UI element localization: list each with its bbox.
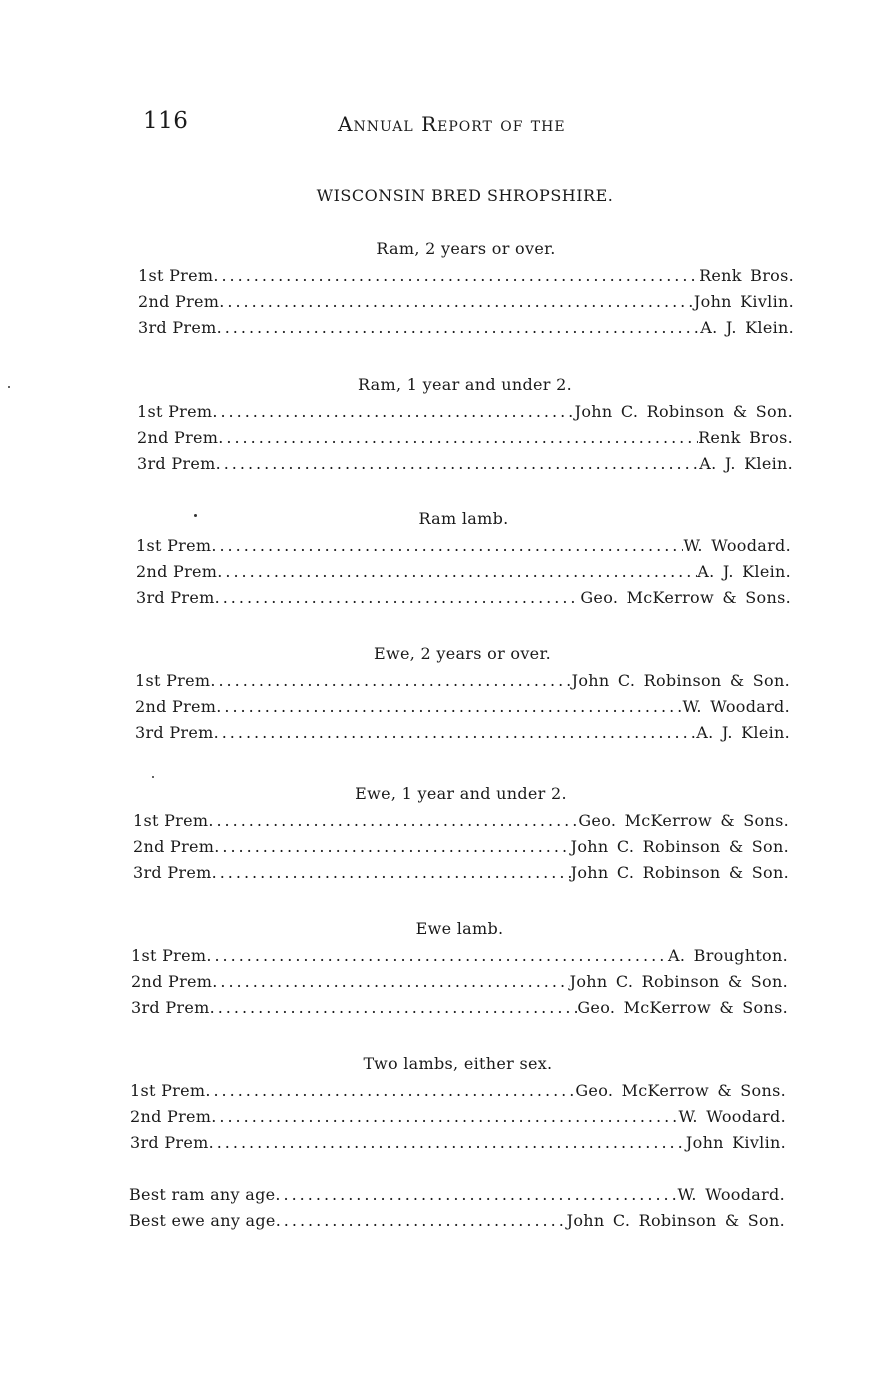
winner-name: A. J. Klein. <box>699 454 793 473</box>
premium-label: 1st Prem <box>135 671 211 690</box>
winner-name: Geo. McKerrow & Sons. <box>580 588 791 607</box>
section-title: Two lambs, either sex. <box>363 1054 553 1073</box>
list-item <box>131 943 788 969</box>
dot-leader <box>214 720 697 746</box>
winner-name: A. J. Klein. <box>696 723 790 742</box>
list-item <box>133 860 789 886</box>
dot-leader <box>212 399 574 425</box>
premium-label: 2nd Prem <box>131 972 213 991</box>
dot-leader <box>217 315 701 341</box>
dot-leader <box>219 289 694 315</box>
premium-label: 1st Prem <box>137 402 213 421</box>
premium-label: 3rd Prem <box>135 723 214 742</box>
premium-label: 3rd Prem <box>133 863 212 882</box>
winner-name: W. Woodard. <box>677 1185 785 1204</box>
dot-leader <box>211 533 683 559</box>
dot-leader <box>215 585 581 611</box>
section-title: Ewe, 1 year and under 2. <box>355 784 567 803</box>
list-item <box>136 533 791 559</box>
list-item <box>136 585 791 611</box>
championship-label: Best ram any age <box>129 1185 276 1204</box>
winner-name: W. Woodard. <box>682 697 790 716</box>
list-item <box>138 315 794 341</box>
winner-name: W. Woodard. <box>683 536 791 555</box>
premium-label: 1st Prem <box>136 536 212 555</box>
section-title: Ram lamb. <box>418 509 509 528</box>
list-item <box>137 451 793 477</box>
list-item <box>137 425 793 451</box>
winner-name: John C. Robinson & Son. <box>574 402 793 421</box>
dot-leader <box>212 860 571 886</box>
list-item <box>133 834 789 860</box>
premium-label: 2nd Prem <box>130 1107 212 1126</box>
winner-name: A. J. Klein. <box>700 318 794 337</box>
section-ewe-lamb <box>131 918 788 1021</box>
premium-label: 2nd Prem <box>136 562 218 581</box>
winner-name: John C. Robinson & Son. <box>566 1211 785 1230</box>
winner-name: Geo. McKerrow & Sons. <box>575 1081 786 1100</box>
winner-name: W. Woodard. <box>678 1107 786 1126</box>
premium-label: 2nd Prem <box>133 837 215 856</box>
section-two-lambs <box>130 1053 786 1156</box>
premium-label: 1st Prem <box>130 1081 206 1100</box>
list-item <box>133 808 789 834</box>
list-item <box>135 694 790 720</box>
winner-name: John C. Robinson & Son. <box>570 863 789 882</box>
list-item <box>138 289 794 315</box>
dot-leader <box>276 1208 567 1234</box>
dot-leader <box>214 834 570 860</box>
dot-leader <box>216 694 682 720</box>
winner-name: John C. Robinson & Son. <box>570 837 789 856</box>
championship-label: Best ewe any age <box>129 1211 276 1230</box>
section-ewe-1-year <box>133 783 789 886</box>
section-title: Ewe, 2 years or over. <box>373 644 552 663</box>
dot-leader <box>206 943 668 969</box>
section-title: Ram, 2 years or over. <box>376 239 556 258</box>
section-ram-lamb <box>136 508 791 611</box>
winner-name: John Kivlin. <box>693 292 794 311</box>
winner-name: A. J. Klein. <box>697 562 791 581</box>
premium-label: 2nd Prem <box>137 428 219 447</box>
section-ewe-2-years <box>135 643 790 746</box>
winner-name: John C. Robinson & Son. <box>569 972 788 991</box>
section-title: Ram, 1 year and under 2. <box>357 375 573 394</box>
running-head: Annual Report of the <box>338 112 566 136</box>
winner-name: John C. Robinson & Son. <box>571 671 790 690</box>
premium-label: 3rd Prem <box>130 1133 209 1152</box>
list-item <box>130 1130 786 1156</box>
scan-speck <box>152 776 154 778</box>
dot-leader <box>212 969 569 995</box>
list-item <box>136 559 791 585</box>
list-item <box>129 1182 785 1208</box>
premium-label: 2nd Prem <box>135 697 217 716</box>
scan-speck <box>194 514 197 517</box>
scan-speck <box>8 386 10 388</box>
list-item <box>137 399 793 425</box>
dot-leader <box>205 1078 575 1104</box>
premium-label: 3rd Prem <box>137 454 216 473</box>
list-item <box>130 1104 786 1130</box>
dot-leader <box>216 451 700 477</box>
premium-label: 3rd Prem <box>131 998 210 1017</box>
winner-name: Geo. McKerrow & Sons. <box>578 811 789 830</box>
section-ram-1-year <box>137 374 793 477</box>
winner-name: Geo. McKerrow & Sons. <box>577 998 788 1017</box>
premium-label: 2nd Prem <box>138 292 220 311</box>
list-item <box>131 995 788 1021</box>
dot-leader <box>275 1182 677 1208</box>
premium-label: 1st Prem <box>138 266 214 285</box>
list-item <box>138 263 794 289</box>
winner-name: John Kivlin. <box>685 1133 786 1152</box>
dot-leader <box>208 808 578 834</box>
premium-label: 3rd Prem <box>138 318 217 337</box>
dot-leader <box>211 1104 678 1130</box>
page-number: 116 <box>143 108 189 134</box>
dot-leader <box>218 425 698 451</box>
section-title: Ewe lamb. <box>415 919 504 938</box>
dot-leader <box>217 559 697 585</box>
list-item <box>131 969 788 995</box>
dot-leader <box>213 263 699 289</box>
page-heading: WISCONSIN BRED SHROPSHIRE. <box>316 186 614 205</box>
winner-name: Renk Bros. <box>699 266 794 285</box>
premium-label: 1st Prem <box>133 811 209 830</box>
premium-label: 3rd Prem <box>136 588 215 607</box>
dot-leader <box>209 1130 686 1156</box>
premium-label: 1st Prem <box>131 946 207 965</box>
list-item <box>135 668 790 694</box>
dot-leader <box>210 668 571 694</box>
list-item <box>130 1078 786 1104</box>
list-item <box>129 1208 785 1234</box>
list-item <box>135 720 790 746</box>
winner-name: A. Broughton. <box>668 946 788 965</box>
section-ram-2-years <box>138 238 794 341</box>
section-championships <box>129 1182 785 1234</box>
dot-leader <box>210 995 578 1021</box>
winner-name: Renk Bros. <box>698 428 793 447</box>
